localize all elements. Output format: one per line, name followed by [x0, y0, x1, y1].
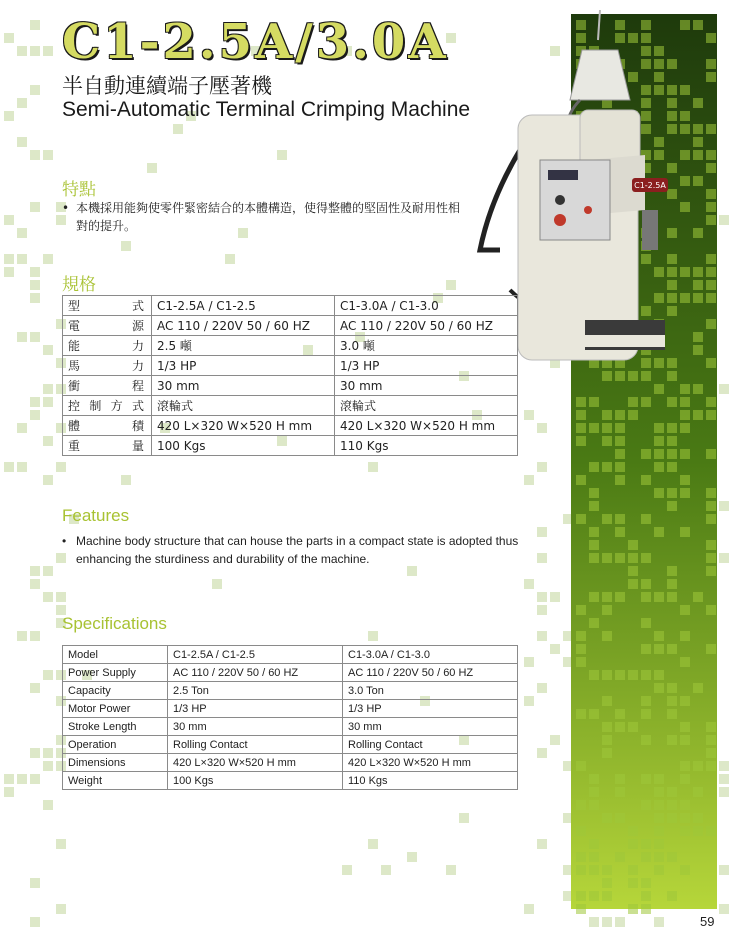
table-row	[63, 296, 518, 316]
spec-value-cell: C1-2.5A / C1-2.5	[152, 296, 335, 316]
spec-value-cell: 100 Kgs	[152, 436, 335, 456]
features-heading-zh: 特點	[62, 180, 96, 200]
spec-value-cell: C1-2.5A / C1-2.5	[168, 646, 343, 664]
spec-value-cell: AC 110 / 220V 50 / 60 HZ	[335, 316, 518, 336]
specs-table-zh	[62, 295, 518, 456]
spec-value-cell: 30 mm	[168, 718, 343, 736]
spec-value-cell: 110 Kgs	[335, 436, 518, 456]
spec-value-cell: 1/3 HP	[343, 700, 518, 718]
spec-label-cell: 電源	[63, 316, 152, 336]
bullet-icon: •	[62, 201, 70, 215]
page-number: 59	[700, 914, 715, 929]
table-row	[63, 376, 518, 396]
features-bullet-zh	[62, 199, 462, 235]
spec-value-cell: 30 mm	[343, 718, 518, 736]
spec-value-cell: AC 110 / 220V 50 / 60 HZ	[343, 664, 518, 682]
spec-value-cell: 滾輪式	[152, 396, 335, 416]
table-row	[63, 772, 518, 790]
table-row	[63, 682, 518, 700]
spec-value-cell: 30 mm	[335, 376, 518, 396]
table-row	[63, 646, 518, 664]
spec-label-cell: Stroke Length	[63, 718, 168, 736]
table-row	[63, 436, 518, 456]
spec-value-cell: 1/3 HP	[168, 700, 343, 718]
bullet-icon: •	[62, 534, 67, 548]
spec-value-cell: Rolling Contact	[168, 736, 343, 754]
spec-value-cell: C1-3.0A / C1-3.0	[343, 646, 518, 664]
spec-label-cell: 體積	[63, 416, 152, 436]
features-heading-en: Features	[62, 506, 130, 525]
spec-value-cell: 3.0 噸	[335, 336, 518, 356]
spec-label-cell: Capacity	[63, 682, 168, 700]
table-row	[63, 718, 518, 736]
table-row	[63, 336, 518, 356]
table-row	[63, 736, 518, 754]
spec-value-cell: C1-3.0A / C1-3.0	[335, 296, 518, 316]
spec-label-cell: Motor Power	[63, 700, 168, 718]
spec-label-cell: Operation	[63, 736, 168, 754]
spec-label-cell: 能力	[63, 336, 152, 356]
table-row	[63, 356, 518, 376]
table-row	[63, 700, 518, 718]
table-row	[63, 316, 518, 336]
table-row	[63, 754, 518, 772]
table-row	[63, 396, 518, 416]
spec-label-cell: 衝程	[63, 376, 152, 396]
spec-label-cell: 控制方式	[63, 396, 152, 416]
spec-value-cell: 1/3 HP	[335, 356, 518, 376]
spec-value-cell: 100 Kgs	[168, 772, 343, 790]
spec-value-cell: 30 mm	[152, 376, 335, 396]
specs-heading-zh: 規格	[62, 275, 96, 295]
spec-label-cell: Weight	[63, 772, 168, 790]
spec-value-cell: 3.0 Ton	[343, 682, 518, 700]
spec-label-cell: 重量	[63, 436, 152, 456]
spec-value-cell: 110 Kgs	[343, 772, 518, 790]
spec-value-cell: 420 L×320 W×520 H mm	[335, 416, 518, 436]
spec-value-cell: 2.5 噸	[152, 336, 335, 356]
spec-label-cell: 型式	[63, 296, 152, 316]
specs-heading-en: Specifications	[62, 614, 167, 633]
machine-label: C1-2.5A	[634, 181, 666, 190]
spec-value-cell: 1/3 HP	[152, 356, 335, 376]
table-row	[63, 664, 518, 682]
spec-value-cell: 滾輪式	[335, 396, 518, 416]
features-text-en: Machine body structure that can house the parts in a compact state is adopted thus enhancing the sturdiness and durability of the machine.	[76, 534, 519, 566]
spec-value-cell: 420 L×320 W×520 H mm	[152, 416, 335, 436]
spec-value-cell: Rolling Contact	[343, 736, 518, 754]
spec-value-cell: AC 110 / 220V 50 / 60 HZ	[168, 664, 343, 682]
spec-value-cell: 420 L×320 W×520 H mm	[168, 754, 343, 772]
subtitle-english: Semi-Automatic Terminal Crimping Machine	[62, 98, 471, 121]
spec-label-cell: Power Supply	[63, 664, 168, 682]
features-text-zh: 本機採用能夠使零件緊密結合的本體構造，使得整體的堅固性及耐用性相對的提升。	[76, 201, 461, 233]
subtitle-chinese: 半自動連續端子壓著機	[62, 74, 272, 98]
specs-table-en	[62, 645, 518, 790]
spec-label-cell: Dimensions	[63, 754, 168, 772]
spec-value-cell: 2.5 Ton	[168, 682, 343, 700]
spec-value-cell: AC 110 / 220V 50 / 60 HZ	[152, 316, 335, 336]
spec-label-cell: Model	[63, 646, 168, 664]
spec-label-cell: 馬力	[63, 356, 152, 376]
spec-value-cell: 420 L×320 W×520 H mm	[343, 754, 518, 772]
features-bullet-en	[62, 532, 522, 568]
table-row	[63, 416, 518, 436]
page-title: C1-2.5A/3.0A	[62, 14, 449, 70]
